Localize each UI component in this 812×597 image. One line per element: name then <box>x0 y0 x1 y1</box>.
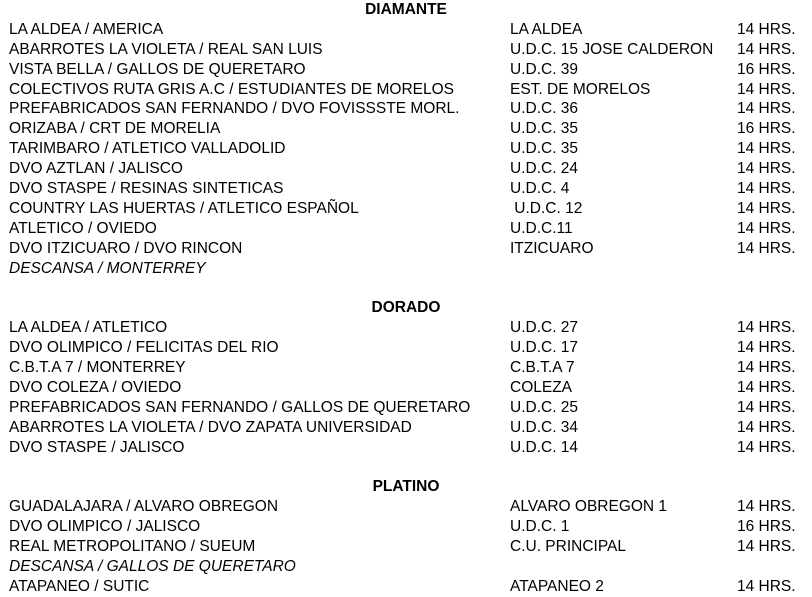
match-time: 14 HRS. <box>737 339 796 357</box>
section-diamante <box>0 0 812 278</box>
match-row <box>0 398 812 418</box>
match-venue: U.D.C. 15 JOSE CALDERON <box>510 40 714 58</box>
match-time: 14 HRS. <box>737 319 796 337</box>
match-teams: COLECTIVOS RUTA GRIS A.C / ESTUDIANTES DE MORELOS <box>9 80 454 98</box>
match-time: 14 HRS. <box>737 219 796 237</box>
bye-row <box>0 557 812 577</box>
section-title: PLATINO <box>372 478 440 496</box>
match-time: 14 HRS. <box>737 498 796 516</box>
match-venue: U.D.C. 35 <box>510 140 579 158</box>
match-venue: ALVARO OBREGON 1 <box>510 498 668 516</box>
match-time: 14 HRS. <box>737 199 796 217</box>
match-teams: DVO COLEZA / OVIEDO <box>9 378 182 396</box>
match-teams: DVO STASPE / RESINAS SINTETICAS <box>9 180 284 198</box>
match-teams: VISTA BELLA / GALLOS DE QUERETARO <box>9 60 306 78</box>
match-time: 16 HRS. <box>737 60 796 78</box>
match-time: 14 HRS. <box>737 180 796 198</box>
match-row <box>0 159 812 179</box>
bye-row <box>0 259 812 279</box>
match-teams: ATAPANEO / SUTIC <box>9 577 150 595</box>
match-row <box>0 239 812 259</box>
section-dorado <box>0 298 812 457</box>
match-teams: ABARROTES LA VIOLETA / DVO ZAPATA UNIVERSIDAD <box>9 418 412 436</box>
match-teams: DVO STASPE / JALISCO <box>9 438 185 456</box>
match-venue: C.U. PRINCIPAL <box>510 538 626 556</box>
match-venue: U.D.C. 27 <box>510 319 579 337</box>
match-venue: U.D.C. 17 <box>510 339 579 357</box>
match-teams: C.B.T.A 7 / MONTERREY <box>9 359 186 377</box>
match-venue: ITZICUARO <box>510 239 594 257</box>
match-venue: U.D.C. 39 <box>510 60 579 78</box>
match-row <box>0 139 812 159</box>
match-time: 14 HRS. <box>737 577 796 595</box>
match-row <box>0 318 812 338</box>
match-time: 14 HRS. <box>737 80 796 98</box>
match-venue: ATAPANEO 2 <box>510 577 604 595</box>
bye-team: DESCANSA / MONTERREY <box>9 259 206 277</box>
match-teams: ABARROTES LA VIOLETA / REAL SAN LUIS <box>9 40 323 58</box>
match-row <box>0 40 812 60</box>
match-row <box>0 199 812 219</box>
match-time: 14 HRS. <box>737 160 796 178</box>
match-row <box>0 338 812 358</box>
match-row <box>0 119 812 139</box>
match-teams: PREFABRICADOS SAN FERNANDO / DVO FOVISSSTE MORL. <box>9 100 460 118</box>
section-title: DIAMANTE <box>365 1 447 18</box>
match-row <box>0 418 812 438</box>
match-teams: DVO OLIMPICO / JALISCO <box>9 518 201 536</box>
match-time: 14 HRS. <box>737 538 796 556</box>
match-time: 14 HRS. <box>737 398 796 416</box>
match-row <box>0 80 812 100</box>
match-venue: U.D.C. 36 <box>510 100 579 118</box>
match-venue: U.D.C.11 <box>510 219 573 237</box>
match-venue: U.D.C. 35 <box>510 120 579 138</box>
match-teams: REAL METROPOLITANO / SUEUM <box>9 538 256 556</box>
match-venue: U.D.C. 34 <box>510 418 579 436</box>
match-teams: PREFABRICADOS SAN FERNANDO / GALLOS DE QUERETARO <box>9 398 471 416</box>
section-spacer <box>0 278 812 298</box>
match-venue: EST. DE MORELOS <box>510 80 651 98</box>
match-teams: ATLETICO / OVIEDO <box>9 219 157 237</box>
match-teams: DVO ITZICUARO / DVO RINCON <box>9 239 243 257</box>
match-row <box>0 438 812 458</box>
match-row <box>0 517 812 537</box>
match-venue: U.D.C. 4 <box>510 180 570 198</box>
match-teams: ORIZABA / CRT DE MORELIA <box>9 120 221 138</box>
match-time: 14 HRS. <box>737 140 796 158</box>
match-time: 16 HRS. <box>737 120 796 138</box>
match-teams: COUNTRY LAS HUERTAS / ATLETICO ESPAÑOL <box>9 199 359 217</box>
match-teams: GUADALAJARA / ALVARO OBREGON <box>9 498 279 516</box>
match-teams: LA ALDEA / AMERICA <box>9 20 164 38</box>
match-time: 14 HRS. <box>737 239 796 257</box>
section-spacer <box>0 457 812 477</box>
match-venue: COLEZA <box>510 378 573 396</box>
match-venue: U.D.C. 25 <box>510 398 579 416</box>
match-venue: U.D.C. 24 <box>510 160 579 178</box>
match-row <box>0 60 812 80</box>
match-row <box>0 378 812 398</box>
match-teams: DVO OLIMPICO / FELICITAS DEL RIO <box>9 339 279 357</box>
match-venue: C.B.T.A 7 <box>510 359 575 377</box>
match-teams: LA ALDEA / ATLETICO <box>9 319 168 337</box>
match-row <box>0 219 812 239</box>
match-venue: U.D.C. 1 <box>510 518 570 536</box>
match-time: 14 HRS. <box>737 359 796 377</box>
match-row <box>0 537 812 557</box>
match-venue: U.D.C. 14 <box>510 438 579 456</box>
match-time: 14 HRS. <box>737 20 796 38</box>
match-row <box>0 179 812 199</box>
match-teams: DVO AZTLAN / JALISCO <box>9 160 183 178</box>
bye-team: DESCANSA / GALLOS DE QUERETARO <box>9 557 296 575</box>
match-time: 14 HRS. <box>737 418 796 436</box>
match-time: 14 HRS. <box>737 40 796 58</box>
section-platino <box>0 477 812 596</box>
match-row <box>0 358 812 378</box>
match-time: 14 HRS. <box>737 378 796 396</box>
match-venue: U.D.C. 12 <box>510 199 583 217</box>
match-row <box>0 497 812 517</box>
match-time: 14 HRS. <box>737 100 796 118</box>
section-title: DORADO <box>371 299 441 317</box>
match-time: 16 HRS. <box>737 518 796 536</box>
match-row <box>0 577 812 597</box>
match-teams: TARIMBARO / ATLETICO VALLADOLID <box>9 140 286 158</box>
match-venue: LA ALDEA <box>510 20 583 38</box>
match-row <box>0 20 812 40</box>
match-row <box>0 99 812 119</box>
match-time: 14 HRS. <box>737 438 796 456</box>
